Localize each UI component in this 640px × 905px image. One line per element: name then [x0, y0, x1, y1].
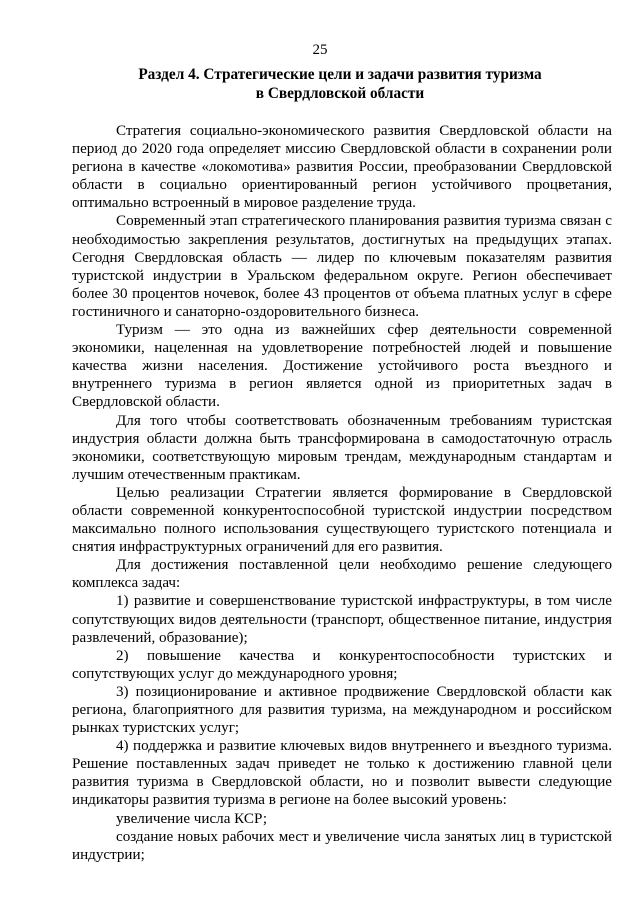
- list-item: 2) повышение качества и конкурентоспособности туристских и сопутствующих услуг до международного уровня;: [72, 647, 612, 682]
- paragraph: Туризм — это одна из важнейших сфер деятельности современной экономики, нацеленная на удовлетворение потребностей людей и повышение качества жизни населения. Достижение устойчивого роста въездного и внутреннего туризма в регион является одной из приоритетных задач в Свердловской области.: [72, 322, 612, 411]
- section-title: [90, 65, 590, 103]
- paragraph: Стратегия социально-экономического развития Свердловской области на период до 2020 года определяет миссию Свердловской области в сохранении роли региона в качестве «локомотива» развития России, преобразовании Свердловской области в социально ориентированный регион устойчивого процветания, оптимально встроенный в мировое разделение труда.: [72, 123, 612, 212]
- list-item: увеличение числа КСР;: [116, 810, 268, 827]
- section-title-line-2: в Свердловской области: [255, 85, 425, 102]
- section-title-line-1: Раздел 4. Стратегические цели и задачи развития туризма: [138, 66, 542, 83]
- list-item: создание новых рабочих мест и увеличение числа занятых лиц в туристской индустрии;: [72, 828, 612, 863]
- page-number: 25: [312, 42, 328, 58]
- list-item: 4) поддержка и развитие ключевых видов внутреннего и въездного туризма. Решение поставленных задач приведет не только к достижению главной цели развития туризма в Свердловской области, но и позволит вывести следующие индикаторы развития туризма в регионе на более высокий уровень:: [72, 738, 612, 809]
- list-item: 1) развитие и совершенствование туристской инфраструктуры, в том числе сопутствующих видов деятельности (транспорт, общественное питание, индустрия развлечений, образование);: [72, 593, 612, 646]
- body-text: [72, 122, 612, 864]
- paragraph: Для достижения поставленной цели необходимо решение следующего комплекса задач:: [72, 557, 612, 592]
- list-item: 3) позиционирование и активное продвижение Свердловской области как региона, благоприятного для развития туризма, на международном и российском рынках туристских услуг;: [72, 683, 612, 737]
- paragraph: Современный этап стратегического планирования развития туризма связан с необходимостью закрепления результатов, достигнутых на предыдущих этапах. Сегодня Свердловская область — лидер по ключевым показателям развития туристской индустрии в Уральском федеральном округе. Регион обеспечивает более 30 процентов ночевок, более 43 процентов от объема платных услуг в сфере гостиничного и санаторно-оздоровительного бизнеса.: [72, 213, 612, 320]
- paragraph: Целью реализации Стратегии является формирование в Свердловской области современной конкурентоспособной туристской индустрии посредством максимально полного использования существующего туристского потенциала и снятия инфраструктурных ограничений для его развития.: [72, 484, 612, 556]
- paragraph: Для того чтобы соответствовать обозначенным требованиям туристская индустрия области должна быть трансформирована в самодостаточную отрасль экономики, соответствующую мировым трендам, международным стандартам и лучшим отечественным практикам.: [72, 412, 612, 483]
